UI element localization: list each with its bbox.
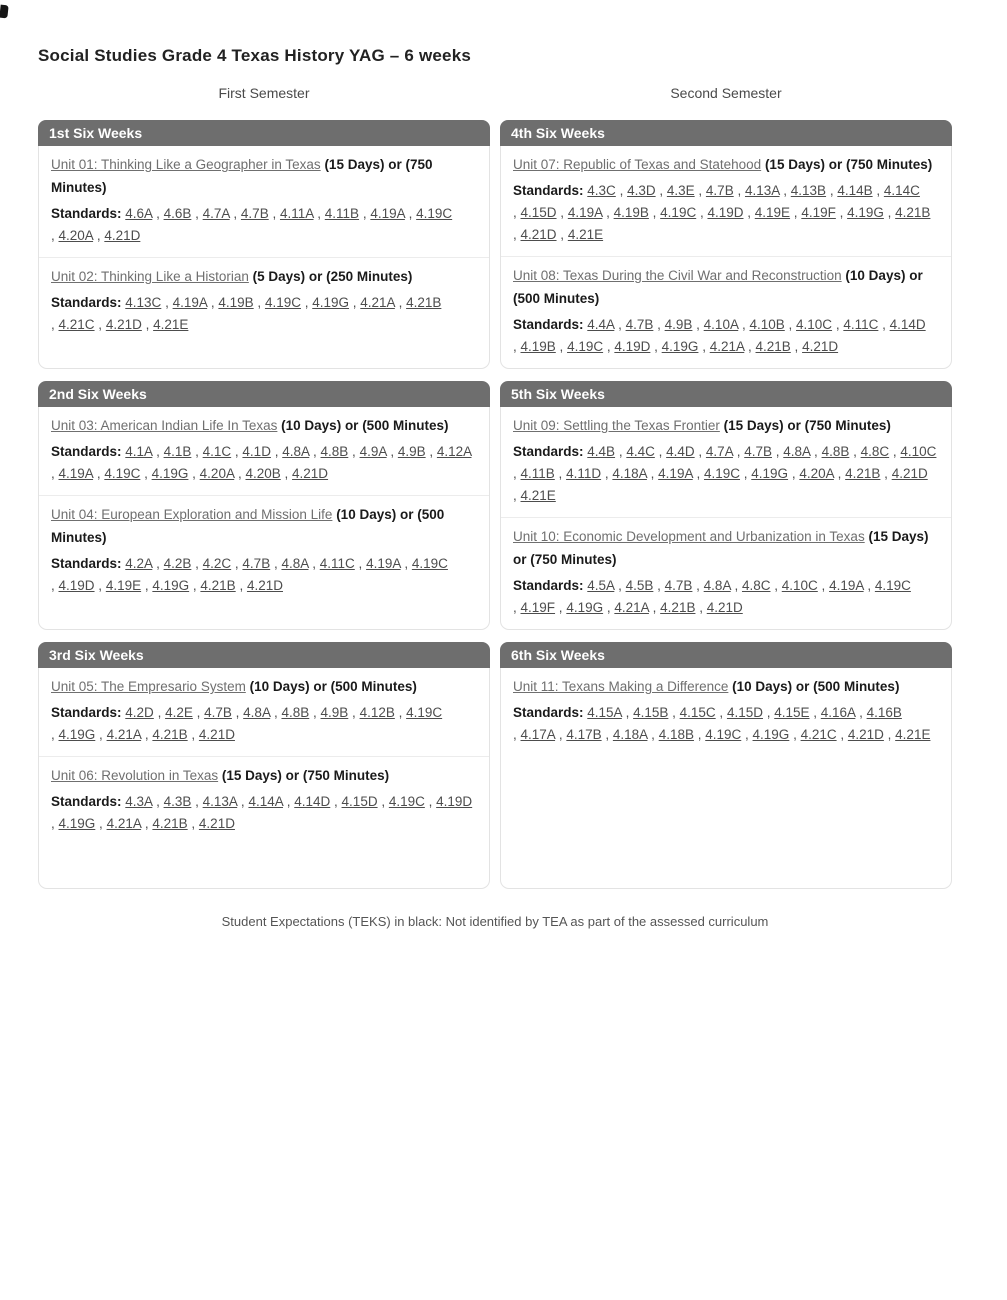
unit-title-link[interactable]: Unit 05: The Empresario System xyxy=(51,679,246,694)
standard-link[interactable]: 4.19G xyxy=(847,205,884,220)
panel-header: 5th Six Weeks xyxy=(500,381,952,407)
unit-duration: (10 Days) or (500 Minutes) xyxy=(513,268,923,306)
unit-title-link[interactable]: Unit 03: American Indian Life In Texas xyxy=(51,418,278,433)
standards-line: Standards: 4.15A , 4.15B , 4.15C , 4.15D , 4.15E , 4.16A , 4.16B , 4.17A , 4.17B , 4.18A , 4.18B , 4.19C , 4.19G , 4.21C , 4.21D , 4.21E xyxy=(513,705,931,742)
standard-link[interactable]: 4.2B xyxy=(163,556,192,571)
standard-link[interactable]: 4.3C xyxy=(587,183,616,198)
standard-link[interactable]: 4.1C xyxy=(202,444,232,459)
standard-link[interactable]: 4.21D xyxy=(802,339,839,354)
unit-duration: (15 Days) or (750 Minutes) xyxy=(513,529,929,567)
standard-link[interactable]: 4.19F xyxy=(801,205,836,220)
standard-link[interactable]: 4.4A xyxy=(587,317,615,332)
standard-link[interactable]: 4.19G xyxy=(312,295,350,310)
standard-link[interactable]: 4.19G xyxy=(58,816,96,831)
standard-link[interactable]: 4.20B xyxy=(245,466,281,481)
standard-link[interactable]: 4.19C xyxy=(264,295,301,310)
standard-link[interactable]: 4.21D xyxy=(847,727,884,742)
unit-title-link[interactable]: Unit 01: Thinking Like a Geographer in Texas xyxy=(51,157,321,172)
standards-label: Standards: xyxy=(51,556,122,571)
unit-duration: (10 Days) or (500 Minutes) xyxy=(732,679,900,694)
standard-link[interactable]: 4.21B xyxy=(406,295,442,310)
standard-link[interactable]: 4.11C xyxy=(843,317,879,332)
standards-label: Standards: xyxy=(51,794,122,809)
unit-duration: (10 Days) or (500 Minutes) xyxy=(51,507,445,545)
unit-title-line xyxy=(513,153,939,176)
standard-link[interactable]: 4.19G xyxy=(58,727,96,742)
unit-title-link[interactable]: Unit 06: Revolution in Texas xyxy=(51,768,219,783)
standard-link[interactable]: 4.6A xyxy=(125,206,153,221)
unit-block xyxy=(39,407,489,495)
standard-link[interactable]: 4.19E xyxy=(754,205,791,220)
standard-link[interactable]: 4.9B xyxy=(397,444,426,459)
standard-link[interactable]: 4.2E xyxy=(165,705,193,720)
standard-link[interactable]: 4.9A xyxy=(359,444,387,459)
standard-link[interactable]: 4.12B xyxy=(359,705,395,720)
standard-link[interactable]: 4.11A xyxy=(279,206,314,221)
unit-title-line xyxy=(51,414,477,437)
standard-link[interactable]: 4.13A xyxy=(744,183,780,198)
standard-link[interactable]: 4.3B xyxy=(163,794,192,809)
standard-link[interactable]: 4.7B xyxy=(625,317,654,332)
panel-header: 6th Six Weeks xyxy=(500,642,952,668)
standard-link[interactable]: 4.15E xyxy=(774,705,810,720)
standard-link[interactable]: 4.4D xyxy=(666,444,695,459)
six-weeks-panel xyxy=(38,120,490,369)
standard-link[interactable]: 4.15D xyxy=(341,794,378,809)
standard-link[interactable]: 4.21A xyxy=(614,600,649,615)
unit-duration: (10 Days) or (500 Minutes) xyxy=(249,679,417,694)
unit-title-line xyxy=(513,264,939,310)
standard-link[interactable]: 4.19E xyxy=(105,578,142,593)
standard-link[interactable]: 4.7B xyxy=(705,183,734,198)
standard-link[interactable]: 4.19C xyxy=(703,466,741,481)
unit-title-line xyxy=(51,503,477,549)
unit-duration: (15 Days) or (750 Minutes) xyxy=(723,418,891,433)
standard-link[interactable]: 4.17B xyxy=(566,727,602,742)
standard-link[interactable]: 4.19G xyxy=(752,727,790,742)
standard-link[interactable]: 4.4B xyxy=(587,444,616,459)
standard-link[interactable]: 4.21B xyxy=(755,339,791,354)
standard-link[interactable]: 4.19A xyxy=(366,556,401,571)
standard-link[interactable]: 4.19A xyxy=(567,205,603,220)
standard-link[interactable]: 4.21C xyxy=(800,727,837,742)
standard-link[interactable]: 4.21C xyxy=(58,317,95,332)
unit-title-link[interactable]: Unit 08: Texas During the Civil War and Reconstruction xyxy=(513,268,842,283)
standard-link[interactable]: 4.16A xyxy=(820,705,856,720)
standard-link[interactable]: 4.3A xyxy=(125,794,153,809)
standard-link[interactable]: 4.21D xyxy=(104,228,141,243)
standard-link[interactable]: 4.15B xyxy=(633,705,669,720)
standard-link[interactable]: 4.19B xyxy=(218,295,254,310)
standards-line: Standards: 4.4A , 4.7B , 4.9B , 4.10A , 4.10B , 4.10C , 4.11C , 4.14D , 4.19B , 4.19C , 4.19D , 4.19G , 4.21A , 4.21B , 4.21D xyxy=(513,317,926,354)
standard-link[interactable]: 4.19C xyxy=(705,727,742,742)
standard-link[interactable]: 4.19G xyxy=(152,578,190,593)
semester-header: Second Semester xyxy=(670,85,782,101)
standard-link[interactable]: 4.14B xyxy=(837,183,873,198)
unit-block xyxy=(39,495,489,607)
unit-block xyxy=(501,146,951,256)
unit-title-link[interactable]: Unit 09: Settling the Texas Frontier xyxy=(513,418,720,433)
standard-link[interactable]: 4.21E xyxy=(895,727,931,742)
unit-title-line xyxy=(513,525,939,571)
standards-label: Standards: xyxy=(513,444,584,459)
standard-link[interactable]: 4.19C xyxy=(660,205,697,220)
standard-link[interactable]: 4.10C xyxy=(796,317,833,332)
standard-link[interactable]: 4.21A xyxy=(360,295,395,310)
standards-label: Standards: xyxy=(51,295,122,310)
standard-link[interactable]: 4.21D xyxy=(246,578,283,593)
unit-block xyxy=(501,517,951,629)
standard-link[interactable]: 4.19D xyxy=(614,339,651,354)
standard-link[interactable]: 4.19D xyxy=(436,794,473,809)
unit-title-line xyxy=(513,675,939,698)
standard-link[interactable]: 4.19G xyxy=(751,466,789,481)
standard-link[interactable]: 4.19C xyxy=(104,466,141,481)
standards-label: Standards: xyxy=(513,705,584,720)
standard-link[interactable]: 4.7A xyxy=(202,206,230,221)
standard-link[interactable]: 4.2C xyxy=(202,556,232,571)
standard-link[interactable]: 4.3E xyxy=(666,183,695,198)
scan-artifact xyxy=(0,5,9,19)
standard-link[interactable]: 4.21B xyxy=(200,578,236,593)
standards-label: Standards: xyxy=(513,317,584,332)
standards-line: Standards: 4.3C , 4.3D , 4.3E , 4.7B , 4.13A , 4.13B , 4.14B , 4.14C , 4.15D , 4.19A , 4.19B , 4.19C , 4.19D , 4.19E , 4.19F , 4.19G , 4.21B , 4.21D , 4.21E xyxy=(513,183,931,242)
standard-link[interactable]: 4.9B xyxy=(664,317,693,332)
unit-title-line xyxy=(51,675,477,698)
standards-line: Standards: 4.13C , 4.19A , 4.19B , 4.19C , 4.19G , 4.21A , 4.21B , 4.21C , 4.21D , 4.21E xyxy=(51,295,442,332)
standard-link[interactable]: 4.14C xyxy=(883,183,920,198)
unit-title-link[interactable]: Unit 07: Republic of Texas and Statehood xyxy=(513,157,762,172)
standard-link[interactable]: 4.15D xyxy=(520,205,557,220)
standard-link[interactable]: 4.8A xyxy=(703,578,731,593)
standard-link[interactable]: 4.19A xyxy=(58,466,94,481)
standard-link[interactable]: 4.5A xyxy=(587,578,615,593)
standards-label: Standards: xyxy=(513,578,584,593)
standard-link[interactable]: 4.13C xyxy=(125,295,162,310)
semester-header: First Semester xyxy=(218,85,310,101)
standard-link[interactable]: 4.4C xyxy=(626,444,655,459)
standards-line: Standards: 4.2A , 4.2B , 4.2C , 4.7B , 4.8A , 4.11C , 4.19A , 4.19C , 4.19D , 4.19E , 4.19G , 4.21B , 4.21D xyxy=(51,556,448,593)
standard-link[interactable]: 4.18A xyxy=(612,466,647,481)
standard-link[interactable]: 4.7A xyxy=(705,444,733,459)
unit-duration: (15 Days) or (750 Minutes) xyxy=(51,157,433,195)
standard-link[interactable]: 4.14D xyxy=(294,794,331,809)
standard-link[interactable]: 4.15A xyxy=(587,705,622,720)
standard-link[interactable]: 4.8B xyxy=(821,444,850,459)
unit-title-line xyxy=(51,153,477,199)
standard-link[interactable]: 4.21E xyxy=(567,227,604,242)
standard-link[interactable]: 4.20A xyxy=(58,228,94,243)
standard-link[interactable]: 4.21B xyxy=(845,466,881,481)
standard-link[interactable]: 4.10B xyxy=(749,317,785,332)
standard-link[interactable]: 4.8B xyxy=(281,705,310,720)
six-weeks-panel xyxy=(500,120,952,369)
standard-link[interactable]: 4.21D xyxy=(198,816,235,831)
standard-link[interactable]: 4.19D xyxy=(707,205,744,220)
unit-block xyxy=(39,257,489,346)
standard-link[interactable]: 4.18B xyxy=(658,727,694,742)
standard-link[interactable]: 4.2A xyxy=(125,556,153,571)
standard-link[interactable]: 4.8A xyxy=(282,444,310,459)
standard-link[interactable]: 4.1A xyxy=(125,444,153,459)
standards-line: Standards: 4.6A , 4.6B , 4.7A , 4.7B , 4.11A , 4.11B , 4.19A , 4.19C , 4.20A , 4.21D xyxy=(51,206,453,243)
standard-link[interactable]: 4.19G xyxy=(661,339,699,354)
standard-link[interactable]: 4.19C xyxy=(567,339,604,354)
standard-link[interactable]: 4.19G xyxy=(566,600,604,615)
unit-block xyxy=(39,668,489,756)
standard-link[interactable]: 4.19C xyxy=(416,206,453,221)
standard-link[interactable]: 4.7B xyxy=(240,206,269,221)
standard-link[interactable]: 4.7B xyxy=(204,705,232,720)
standard-link[interactable]: 4.21D xyxy=(520,227,557,242)
standard-link[interactable]: 4.19C xyxy=(388,794,425,809)
standard-link[interactable]: 4.19A xyxy=(658,466,693,481)
six-weeks-panel xyxy=(38,642,490,889)
standard-link[interactable]: 4.3D xyxy=(627,183,656,198)
standard-link[interactable]: 4.21D xyxy=(891,466,928,481)
standard-link[interactable]: 4.21B xyxy=(895,205,931,220)
standard-link[interactable]: 4.21D xyxy=(706,600,743,615)
standards-label: Standards: xyxy=(51,206,122,221)
standards-line: Standards: 4.5A , 4.5B , 4.7B , 4.8A , 4.8C , 4.10C , 4.19A , 4.19C , 4.19F , 4.19G , 4.21A , 4.21B , 4.21D xyxy=(513,578,911,615)
standard-link[interactable]: 4.21D xyxy=(105,317,142,332)
standard-link[interactable]: 4.17A xyxy=(520,727,556,742)
standard-link[interactable]: 4.8A xyxy=(783,444,811,459)
standard-link[interactable]: 4.21E xyxy=(520,488,556,503)
unit-block xyxy=(501,256,951,368)
standard-link[interactable]: 4.21B xyxy=(152,727,188,742)
six-weeks-panel xyxy=(500,381,952,630)
standard-link[interactable]: 4.11C xyxy=(319,556,355,571)
standard-link[interactable]: 4.2D xyxy=(125,705,154,720)
standard-link[interactable]: 4.7B xyxy=(242,556,271,571)
standard-link[interactable]: 4.1D xyxy=(242,444,271,459)
standard-link[interactable]: 4.8C xyxy=(741,578,771,593)
standard-link[interactable]: 4.21E xyxy=(153,317,189,332)
panel-header: 1st Six Weeks xyxy=(38,120,490,146)
standard-link[interactable]: 4.10A xyxy=(703,317,739,332)
standard-link[interactable]: 4.21D xyxy=(292,466,329,481)
standard-link[interactable]: 4.8A xyxy=(281,556,309,571)
six-weeks-panel xyxy=(500,642,952,889)
standard-link[interactable]: 4.14D xyxy=(889,317,926,332)
six-weeks-panel xyxy=(38,381,490,630)
standard-link[interactable]: 4.12A xyxy=(436,444,472,459)
unit-title-link[interactable]: Unit 11: Texans Making a Difference xyxy=(513,679,729,694)
unit-title-link[interactable]: Unit 04: European Exploration and Mission Life xyxy=(51,507,333,522)
standard-link[interactable]: 4.19A xyxy=(172,295,208,310)
standard-link[interactable]: 4.19C xyxy=(406,705,443,720)
standard-link[interactable]: 4.10C xyxy=(900,444,937,459)
unit-title-link[interactable]: Unit 02: Thinking Like a Historian xyxy=(51,269,249,284)
panel-header: 4th Six Weeks xyxy=(500,120,952,146)
standard-link[interactable]: 4.8B xyxy=(320,444,349,459)
unit-block xyxy=(39,756,489,845)
standard-link[interactable]: 4.1B xyxy=(163,444,192,459)
standard-link[interactable]: 4.21B xyxy=(152,816,188,831)
standard-link[interactable]: 4.19G xyxy=(151,466,189,481)
standard-link[interactable]: 4.9B xyxy=(320,705,349,720)
standards-label: Standards: xyxy=(51,705,122,720)
standard-link[interactable]: 4.11B xyxy=(520,466,555,481)
standard-link[interactable]: 4.21A xyxy=(106,727,142,742)
standard-link[interactable]: 4.15D xyxy=(726,705,763,720)
standard-link[interactable]: 4.10C xyxy=(781,578,818,593)
standard-link[interactable]: 4.11D xyxy=(566,466,602,481)
standard-link[interactable]: 4.19D xyxy=(58,578,95,593)
standards-label: Standards: xyxy=(51,444,122,459)
unit-duration: (15 Days) or (750 Minutes) xyxy=(221,768,390,783)
unit-duration: (5 Days) or (250 Minutes) xyxy=(252,269,413,284)
standard-link[interactable]: 4.13A xyxy=(202,794,238,809)
teks-footnote: Student Expectations (TEKS) in black: Not identified by TEA as part of the assessed curriculum xyxy=(221,914,769,929)
unit-block xyxy=(501,668,951,756)
standard-link[interactable]: 4.18A xyxy=(612,727,648,742)
standard-link[interactable]: 4.8A xyxy=(243,705,271,720)
standards-line: Standards: 4.3A , 4.3B , 4.13A , 4.14A , 4.14D , 4.15D , 4.19C , 4.19D , 4.19G , 4.21A , 4.21B , 4.21D xyxy=(51,794,473,831)
standard-link[interactable]: 4.20A xyxy=(199,466,235,481)
standards-label: Standards: xyxy=(513,183,584,198)
unit-duration: (15 Days) or (750 Minutes) xyxy=(764,157,933,172)
standard-link[interactable]: 4.21A xyxy=(106,816,142,831)
semester-grid xyxy=(38,78,952,889)
unit-title-line xyxy=(513,414,939,437)
standard-link[interactable]: 4.19B xyxy=(613,205,649,220)
unit-title-link[interactable]: Unit 10: Economic Development and Urbanization in Texas xyxy=(513,529,865,544)
standard-link[interactable]: 4.14A xyxy=(248,794,283,809)
standard-link[interactable]: 4.7B xyxy=(664,578,693,593)
standards-line: Standards: 4.1A , 4.1B , 4.1C , 4.1D , 4.8A , 4.8B , 4.9A , 4.9B , 4.12A , 4.19A , 4.19C , 4.19G , 4.20A , 4.20B , 4.21D xyxy=(51,444,472,481)
standard-link[interactable]: 4.19C xyxy=(874,578,911,593)
standards-line: Standards: 4.4B , 4.4C , 4.4D , 4.7A , 4.7B , 4.8A , 4.8B , 4.8C , 4.10C , 4.11B , 4.11D , 4.18A , 4.19A , 4.19C , 4.19G , 4.20A , 4.21B , 4.21D , 4.21E xyxy=(513,444,937,503)
standard-link[interactable]: 4.19C xyxy=(411,556,448,571)
standard-link[interactable]: 4.5B xyxy=(625,578,654,593)
unit-block xyxy=(39,146,489,257)
standard-link[interactable]: 4.19F xyxy=(520,600,556,615)
standard-link[interactable]: 4.21A xyxy=(709,339,745,354)
standard-link[interactable]: 4.16B xyxy=(866,705,902,720)
standard-link[interactable]: 4.19A xyxy=(370,206,405,221)
unit-block xyxy=(501,407,951,517)
standard-link[interactable]: 4.19B xyxy=(520,339,556,354)
page-title: Social Studies Grade 4 Texas History YAG – 6 weeks xyxy=(38,46,472,65)
unit-title-line xyxy=(51,764,477,787)
standard-link[interactable]: 4.7B xyxy=(744,444,772,459)
standard-link[interactable]: 4.13B xyxy=(790,183,827,198)
standard-link[interactable]: 4.6B xyxy=(163,206,192,221)
standard-link[interactable]: 4.8C xyxy=(860,444,890,459)
unit-title-line xyxy=(51,265,477,288)
panel-header: 2nd Six Weeks xyxy=(38,381,490,407)
standard-link[interactable]: 4.11B xyxy=(324,206,360,221)
standard-link[interactable]: 4.15C xyxy=(679,705,716,720)
standard-link[interactable]: 4.19A xyxy=(829,578,864,593)
panel-header: 3rd Six Weeks xyxy=(38,642,490,668)
unit-duration: (10 Days) or (500 Minutes) xyxy=(281,418,449,433)
standards-line: Standards: 4.2D , 4.2E , 4.7B , 4.8A , 4.8B , 4.9B , 4.12B , 4.19C , 4.19G , 4.21A , 4.21B , 4.21D xyxy=(51,705,443,742)
standard-link[interactable]: 4.20A xyxy=(799,466,834,481)
standard-link[interactable]: 4.21D xyxy=(198,727,235,742)
standard-link[interactable]: 4.21B xyxy=(660,600,696,615)
